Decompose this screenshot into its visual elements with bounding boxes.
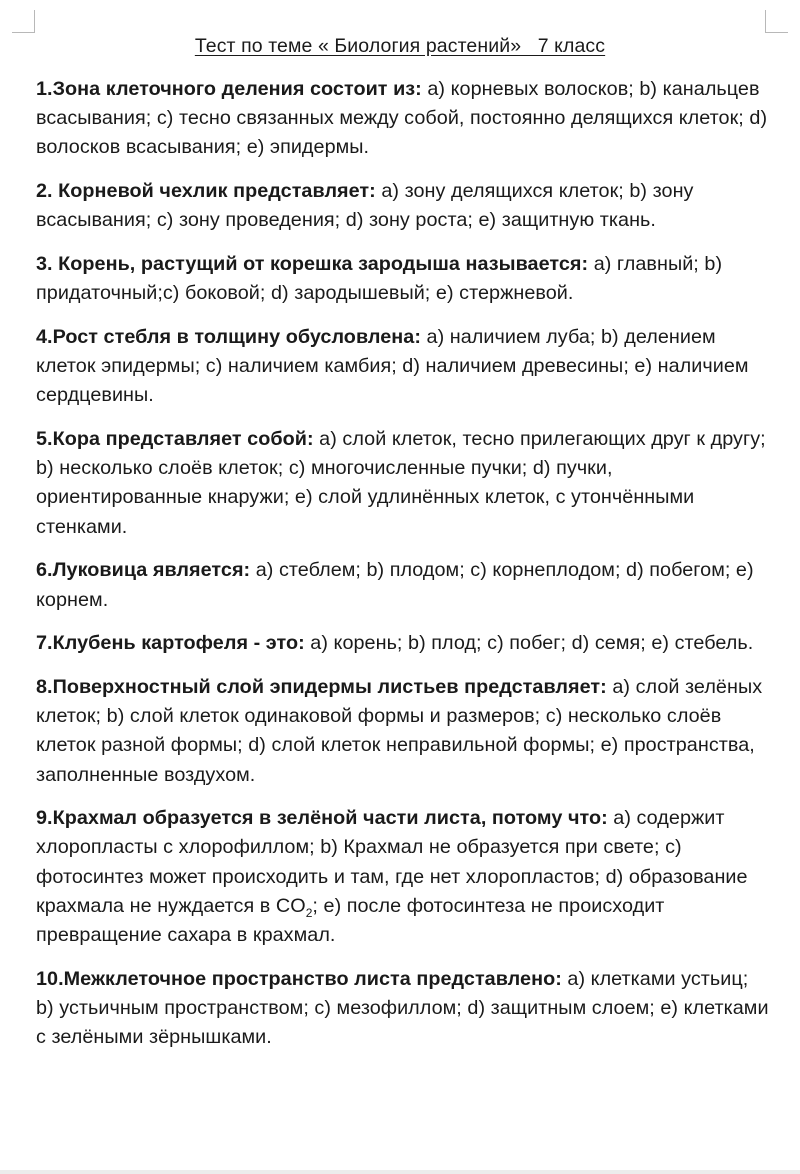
question-options: а) главный; b) придаточный;с) боковой; d) зародышевый; е) стержневой. xyxy=(36,253,723,305)
question-9 xyxy=(36,804,771,950)
question-stem: 9.Крахмал образуется в зелёной части листа, потому что: xyxy=(36,807,608,830)
question-options: а) корень; b) плод; с) побег; d) семя; е) стебель. xyxy=(304,632,754,655)
question-stem: 5.Кора представляет собой: xyxy=(36,428,314,451)
question-stem: 3. Корень, растущий от корешка зародыша называется: xyxy=(36,253,589,276)
question-stem: 2. Корневой чехлик представляет: xyxy=(36,180,376,203)
question-stem: 7.Клубень картофеля - это: xyxy=(36,632,305,655)
question-4 xyxy=(36,323,771,411)
question-options: а) клетками устьиц; b) устьичным пространством; с) мезофиллом; d) защитным слоем; е) клетками с зелёными зёрнышками. xyxy=(36,967,769,1049)
question-2 xyxy=(36,177,771,235)
question-options: а) наличием луба; b) делением клеток эпидермы; с) наличием камбия; d) наличием древесины; е) наличием сердцевины. xyxy=(36,325,749,407)
question-stem: 6.Луковица является: xyxy=(36,559,251,582)
question-8 xyxy=(36,673,771,790)
question-stem: 8.Поверхностный слой эпидермы листьев представляет: xyxy=(36,675,607,698)
question-10 xyxy=(36,965,771,1053)
page-corner-mark-top-left xyxy=(12,10,35,33)
question-options: а) слой зелёных клеток; b) слой клеток одинаковой формы и размеров; с) несколько слоёв клеток разной формы; d) слой клеток неправильной формы; е) пространства, заполненные воздухом. xyxy=(36,675,763,786)
question-options: а) зону делящихся клеток; b) зону всасывания; с) зону проведения; d) зону роста; е) защитную ткань. xyxy=(36,180,694,232)
page-title: Тест по теме « Биология растений» 7 класс xyxy=(194,35,606,57)
question-stem: 4.Рост стебля в толщину обусловлена: xyxy=(36,325,421,348)
question-3 xyxy=(36,250,771,308)
question-options: а) слой клеток, тесно прилегающих друг к другу; b) несколько слоёв клеток; с) многочисленные пучки; d) пучки, ориентированные кнаружи; е) слой удлинённых клеток, с утончёнными стенками. xyxy=(36,428,766,538)
question-1 xyxy=(36,75,771,163)
question-options: а) стеблем; b) плодом; с) корнеплодом; d) побегом; е) корнем. xyxy=(36,559,754,611)
question-options: а) содержит хлоропласты с хлорофиллом; b) Крахмал не образуется при свете; с) фотосинтез может происходить и там, где нет хлоропластов; d) образование крахмала не нуждается в CO xyxy=(36,807,748,917)
question-options: а) корневых волосков; b) канальцев всасывания; с) тесно связанных между собой, постоянно делящихся клеток; d) волосков всасывания; е) эпидермы. xyxy=(36,78,768,159)
question-stem: 10.Межклеточное пространство листа представлено: xyxy=(36,967,562,990)
question-list xyxy=(36,75,771,1067)
question-options-continued: ; е) после фотосинтеза не происходит превращение сахара в крахмал. xyxy=(36,894,665,947)
page-corner-mark-top-right xyxy=(765,10,788,33)
question-7 xyxy=(36,629,771,658)
question-stem: 1.Зона клеточного деления состоит из: xyxy=(36,78,422,100)
question-6 xyxy=(36,556,771,614)
page-bottom-edge xyxy=(0,1170,800,1174)
co2-subscript: 2 xyxy=(305,905,313,920)
question-5 xyxy=(36,425,771,542)
